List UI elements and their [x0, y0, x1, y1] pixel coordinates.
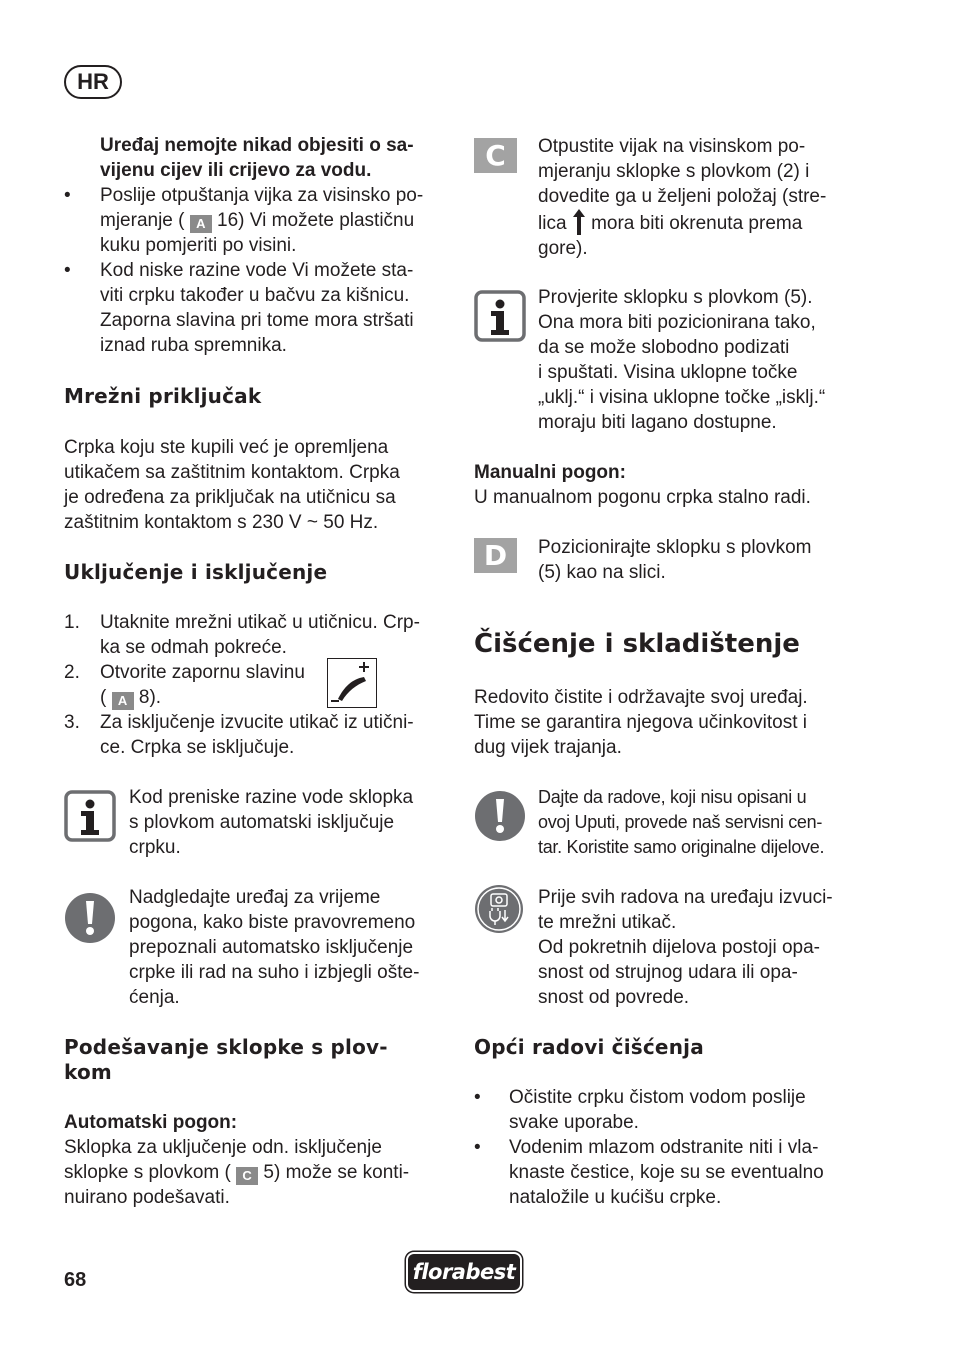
warn-1-line-5: ćenja.	[129, 987, 180, 1008]
steps-list	[64, 610, 444, 760]
clean-line-1: Redovito čistite i održavajte svoj uređaj.	[474, 687, 808, 708]
arrow-up-icon	[573, 209, 585, 235]
warning-note-1	[129, 885, 419, 1010]
warn-1-line-1: Nadgledajte uređaj za vrijeme	[129, 887, 381, 908]
heading-cleaning-storage: Čišćenje i skladištenje	[474, 629, 800, 659]
bullet-2-line-1: Kod niske razine vode Vi možete sta-	[100, 260, 414, 281]
auto-line-3: nuirano podešavati.	[64, 1187, 230, 1208]
step-3	[64, 710, 444, 760]
bullet-1-line-2: mjeranje ( A 16) Vi možete plastičnu	[100, 210, 415, 231]
ref-box-c: C	[236, 1167, 258, 1185]
figure-label-d: D	[474, 538, 517, 573]
general-bullet-1	[474, 1085, 806, 1135]
g-bullet-1-line-1: Očistite crpku čistom vodom poslije	[509, 1087, 806, 1108]
c-line-3: dovedite ga u željeni položaj (stre-	[538, 186, 827, 207]
clean-line-3: dug vijek trajanja.	[474, 737, 622, 758]
bullet-dot: •	[64, 185, 71, 206]
heading-auto-mode: Automatski pogon:	[64, 1112, 238, 1133]
plug-line-3: Od pokretnih dijelova postoji opa-	[538, 937, 821, 958]
plug-line-4: snost od strujnog udara ili opa-	[538, 962, 798, 983]
step-1-line-2: ka se odmah pokreće.	[100, 637, 287, 658]
info-icon	[474, 290, 526, 349]
d-instruction	[538, 535, 812, 585]
info-2-line-3: da se može slobodno podizati	[538, 337, 790, 358]
bullet-1	[64, 183, 424, 258]
step-2-line-1: Otvorite zapornu slavinu	[100, 662, 305, 683]
warn-2-line-3: tar. Koristite samo originalne dijelove.	[538, 837, 825, 857]
intro-bold-line-2: vijenu cijev ili crijevo za vodu.	[100, 160, 372, 181]
plug-line-5: snost od povrede.	[538, 987, 690, 1008]
c-line-5: gore).	[538, 238, 588, 259]
info-2-line-2: Ona mora biti pozicionirana tako,	[538, 312, 816, 333]
mains-line-3: je određena za priključak na utičnicu sa	[64, 487, 396, 508]
cleaning-paragraph	[474, 685, 808, 760]
heading-manual-mode: Manualni pogon:	[474, 462, 626, 483]
info-2-line-5: „uklj.“ i visina uklopne točke „isklj.“	[538, 387, 826, 408]
heading-float-switch	[64, 1035, 388, 1085]
step-2-line-2: ( A 8).	[100, 687, 162, 708]
info-note-1	[129, 785, 413, 860]
page-number: 68	[64, 1269, 87, 1291]
step-1	[64, 610, 444, 660]
bullet-dot: •	[474, 1087, 481, 1108]
c-instruction	[538, 134, 826, 261]
plug-line-1: Prije svih radova na uređaju izvuci-	[538, 887, 833, 908]
step-3-line-2: ce. Crpka se isključuje.	[100, 737, 295, 758]
info-1-line-2: s plovkom automatski isključuje	[129, 812, 395, 833]
warning-icon	[474, 790, 526, 849]
figure-label-c: C	[474, 138, 517, 173]
g-bullet-2-line-1: Vodenim mlazom odstranite niti i vla-	[509, 1137, 819, 1158]
warning-note-2	[538, 785, 824, 860]
g-bullet-2-line-3: nataložile u kućišu crpke.	[509, 1187, 722, 1208]
info-1-line-3: crpku.	[129, 837, 181, 858]
warn-1-line-2: pogona, kako biste pravovremeno	[129, 912, 416, 933]
brand-logo-text: florabest	[412, 1260, 516, 1284]
general-bullet-2	[474, 1135, 824, 1210]
ref-box-a: A	[112, 692, 134, 710]
bullet-2-line-3: Zaporna slavina pri tome mora stršati	[100, 310, 414, 331]
info-2-line-4: i spuštati. Visina uklopne točke	[538, 362, 798, 383]
auto-line-1: Sklopka za uključenje odn. isključenje	[64, 1137, 382, 1158]
c-line-2: mjeranju sklopke s plovkom (2) i	[538, 161, 810, 182]
heading-float-line-1: Podešavanje sklopke s plov-	[64, 1035, 388, 1059]
g-bullet-2-line-2: knaste čestice, koje su se eventualno	[509, 1162, 824, 1183]
warn-2-line-1: Dajte da radove, koji nisu opisani u	[538, 787, 807, 807]
warn-1-line-3: prepoznali automatsko isključenje	[129, 937, 414, 958]
warning-icon	[64, 892, 116, 951]
valve-open-icon	[327, 658, 377, 708]
info-2-line-1: Provjerite sklopku s plovkom (5).	[538, 287, 813, 308]
brand-logo	[406, 1252, 522, 1292]
info-note-2	[538, 285, 825, 435]
warn-2-line-2: ovoj Uputi, provede naš servisni cen-	[538, 812, 823, 832]
c-line-1: Otpustite vijak na visinskom po-	[538, 136, 806, 157]
language-badge	[64, 65, 122, 99]
c-line-4: lica mora biti okrenuta prema	[538, 209, 826, 236]
g-bullet-1-line-2: svake uporabe.	[509, 1112, 639, 1133]
auto-paragraph	[64, 1135, 409, 1210]
heading-float-line-2: kom	[64, 1060, 112, 1084]
bullet-2	[64, 258, 414, 358]
step-2	[64, 660, 444, 710]
d-line-1: Pozicionirajte sklopku s plovkom	[538, 537, 812, 558]
manual-text: U manualnom pogonu crpka stalno radi.	[474, 487, 811, 508]
bullet-dot: •	[474, 1137, 481, 1158]
intro-bold-line-1: Uređaj nemojte nikad objesiti o sa-	[100, 135, 414, 156]
bullet-2-line-4: iznad ruba spremnika.	[100, 335, 287, 356]
info-icon	[64, 790, 116, 849]
bullet-2-line-2: viti crpku također u bačvu za kišnicu.	[100, 285, 410, 306]
clean-line-2: Time se garantira njegova učinkovitost i	[474, 712, 808, 733]
info-2-line-6: moraju biti lagano dostupne.	[538, 412, 777, 433]
heading-general-cleaning: Opći radovi čišćenja	[474, 1035, 704, 1059]
heading-on-off: Uključenje i isključenje	[64, 560, 328, 584]
unplug-note	[538, 885, 833, 1010]
mains-line-2: utikačem sa zaštitnim kontaktom. Crpka	[64, 462, 400, 483]
ref-box-a: A	[190, 215, 212, 233]
warn-1-line-4: crpke ili rad na suho i izbjegli ošte-	[129, 962, 420, 983]
heading-mains-connection: Mrežni priključak	[64, 384, 262, 408]
auto-line-2: sklopke s plovkom ( C 5) može se konti-	[64, 1162, 410, 1183]
step-number: 1.	[64, 612, 80, 633]
step-3-line-1: Za isključenje izvucite utikač iz utični-	[100, 712, 414, 733]
d-line-2: (5) kao na slici.	[538, 562, 666, 583]
step-1-line-1: Utaknite mrežni utikač u utičnicu. Crp-	[100, 612, 420, 633]
bullet-dot: •	[64, 260, 71, 281]
mains-paragraph	[64, 435, 400, 535]
language-badge-label: HR	[77, 69, 109, 94]
step-number: 3.	[64, 712, 80, 733]
mains-line-4: zaštitnim kontaktom s 230 V ~ 50 Hz.	[64, 512, 379, 533]
bullet-1-line-1: Poslije otpuštanja vijka za visinsko po-	[100, 185, 424, 206]
mains-line-1: Crpka koju ste kupili već je opremljena	[64, 437, 389, 458]
info-1-line-1: Kod preniske razine vode sklopka	[129, 787, 414, 808]
plug-line-2: te mrežni utikač.	[538, 912, 677, 933]
step-number: 2.	[64, 662, 80, 683]
bullet-1-line-3: kuku pomjeriti po visini.	[100, 235, 297, 256]
unplug-icon	[474, 884, 524, 941]
